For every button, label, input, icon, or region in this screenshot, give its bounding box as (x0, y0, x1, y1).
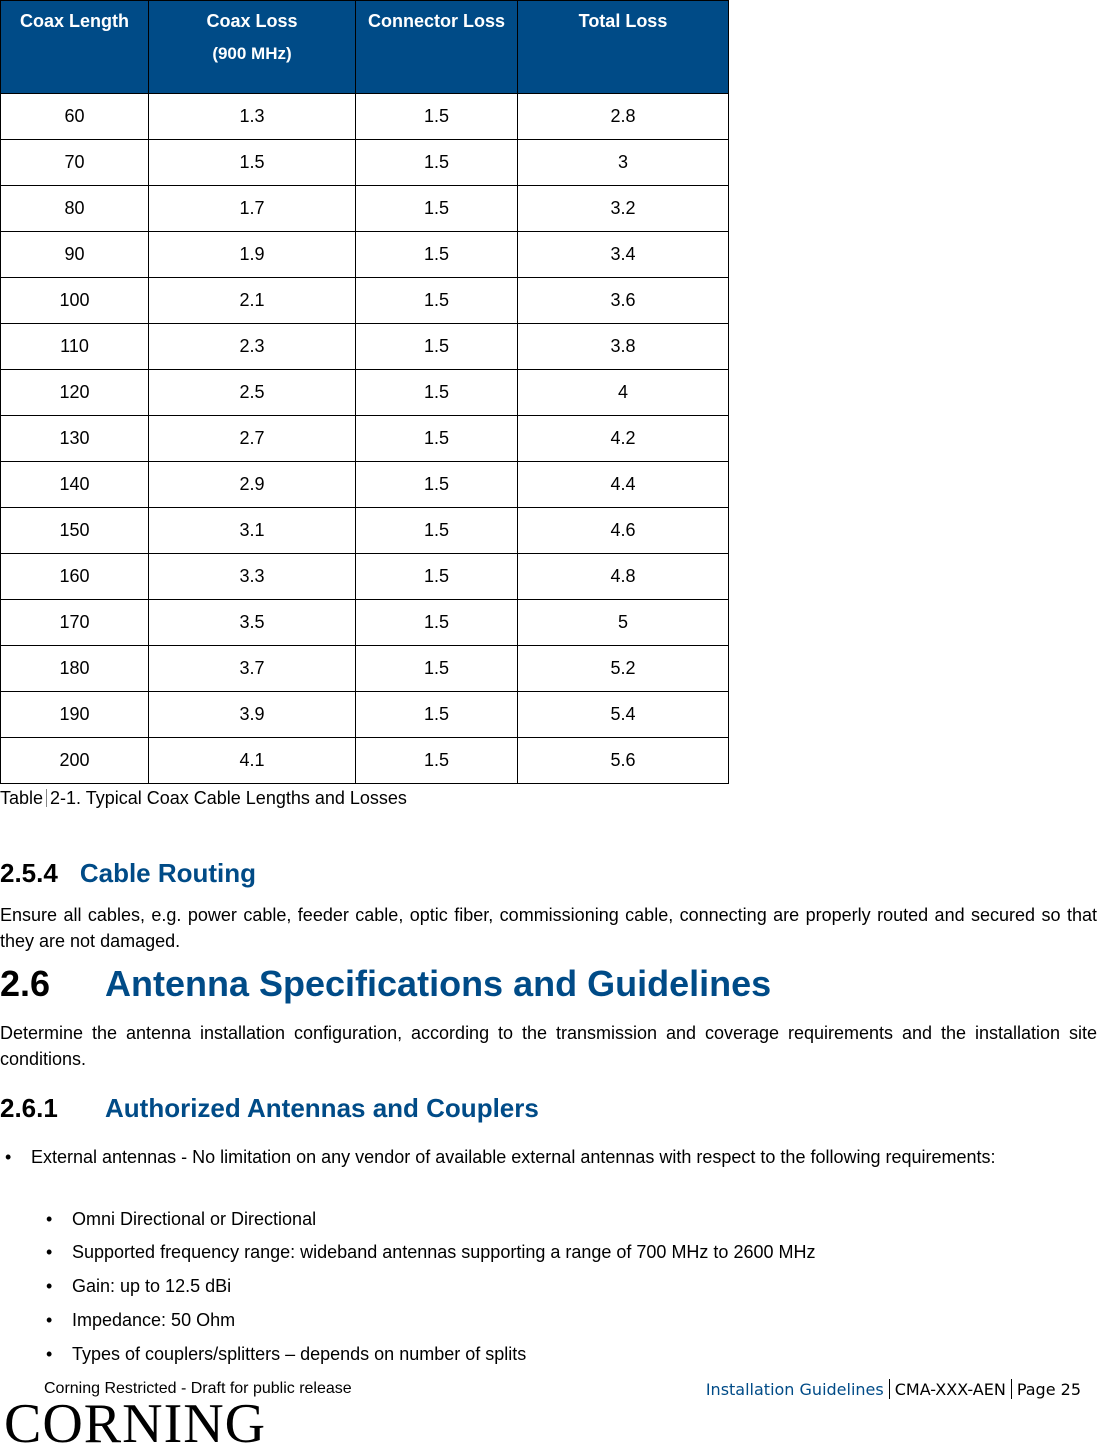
table-row (1, 186, 729, 232)
table-cell: 110 (1, 324, 149, 370)
table-cell: 5 (518, 600, 729, 646)
table-cell: 1.5 (356, 370, 518, 416)
table-cell: 1.5 (356, 646, 518, 692)
footer-doc-info (706, 1379, 1081, 1399)
table-cell: 1.5 (356, 462, 518, 508)
table-cell: 1.5 (149, 140, 356, 186)
table-cell: 1.7 (149, 186, 356, 232)
table-cell: 80 (1, 186, 149, 232)
table-cell: 1.5 (356, 738, 518, 784)
table-cell: 5.4 (518, 692, 729, 738)
table-cell: 3.6 (518, 278, 729, 324)
table-cell: 4.4 (518, 462, 729, 508)
table-cell: 4.1 (149, 738, 356, 784)
table-row (1, 232, 729, 278)
table-cell: 2.3 (149, 324, 356, 370)
table-row (1, 738, 729, 784)
section-2-6-1-heading: 2.6.1 Authorized Antennas and Couplers (0, 1093, 539, 1123)
table-row (1, 554, 729, 600)
table-row (1, 416, 729, 462)
table-cell: 3.1 (149, 508, 356, 554)
footer-doc-section: Installation Guidelines (705, 1380, 884, 1399)
header-coax-loss: Coax Loss (900 MHz) (149, 1, 356, 94)
table-cell: 180 (1, 646, 149, 692)
table-cell: 1.5 (356, 554, 518, 600)
table-row (1, 278, 729, 324)
coax-loss-table (0, 0, 729, 784)
table-cell: 1.3 (149, 94, 356, 140)
bullet-icon: • (46, 1344, 53, 1364)
table-cell: 2.8 (518, 94, 729, 140)
table-cell: 3.8 (518, 324, 729, 370)
bullet-icon: • (46, 1242, 53, 1262)
table-row (1, 140, 729, 186)
list-item: • External antennas - No limitation on any vendor of available external antennas with respect to the following requirements: (31, 1145, 1051, 1170)
table-cell: 1.5 (356, 232, 518, 278)
bullet-icon: • (46, 1209, 53, 1229)
table-cell: 200 (1, 738, 149, 784)
table-cell: 100 (1, 278, 149, 324)
table-cell: 1.5 (356, 416, 518, 462)
table-cell: 4.6 (518, 508, 729, 554)
table-cell: 3.3 (149, 554, 356, 600)
table-cell: 3.9 (149, 692, 356, 738)
table-cell: 130 (1, 416, 149, 462)
footer-page-number: Page 25 (1016, 1380, 1081, 1399)
list-item: • Types of couplers/splitters – depends on number of splits (72, 1342, 526, 1367)
corning-logo: CORNING (4, 1393, 267, 1455)
table-cell: 140 (1, 462, 149, 508)
table-row (1, 646, 729, 692)
table-cell: 1.5 (356, 186, 518, 232)
bullet-icon: • (46, 1310, 53, 1330)
table-cell: 3 (518, 140, 729, 186)
table-cell: 1.9 (149, 232, 356, 278)
table-cell: 3.2 (518, 186, 729, 232)
table-row (1, 324, 729, 370)
table-cell: 4 (518, 370, 729, 416)
table-cell: 1.5 (356, 508, 518, 554)
table-cell: 70 (1, 140, 149, 186)
table-cell: 60 (1, 94, 149, 140)
header-connector-loss: Connector Loss (356, 1, 518, 94)
table-cell: 1.5 (356, 278, 518, 324)
table-cell: 2.1 (149, 278, 356, 324)
table-cell: 5.6 (518, 738, 729, 784)
table-cell: 170 (1, 600, 149, 646)
footer-doc-id: CMA-XXX-AEN (894, 1380, 1006, 1399)
table-header-row (1, 1, 729, 94)
table-row (1, 462, 729, 508)
table-cell: 2.5 (149, 370, 356, 416)
table-cell: 1.5 (356, 324, 518, 370)
section-2-5-4-heading: 2.5.4 Cable Routing (0, 858, 257, 888)
table-cell: 2.9 (149, 462, 356, 508)
list-item: • Supported frequency range: wideband antennas supporting a range of 700 MHz to 2600 MHz (72, 1240, 815, 1265)
table-cell: 90 (1, 232, 149, 278)
table-cell: 150 (1, 508, 149, 554)
antenna-spec-paragraph: Determine the antenna installation configuration, according to the transmission and coverage requirements and the installation site conditions. (0, 1023, 1097, 1069)
table-cell: 5.2 (518, 646, 729, 692)
table-row (1, 370, 729, 416)
bullet-icon: • (5, 1147, 12, 1167)
table-cell: 1.5 (356, 94, 518, 140)
table-cell: 3.4 (518, 232, 729, 278)
table-cell: 1.5 (356, 692, 518, 738)
cable-routing-paragraph: Ensure all cables, e.g. power cable, feeder cable, optic fiber, commissioning cable, connecting are properly routed and secured so that they are not damaged. (0, 905, 1097, 951)
table-cell: 1.5 (356, 600, 518, 646)
footer-restricted-note: Corning Restricted - Draft for public release (44, 1380, 352, 1397)
table-cell: 160 (1, 554, 149, 600)
table-row (1, 508, 729, 554)
header-total-loss: Total Loss (518, 1, 729, 94)
bullet-icon: • (46, 1276, 53, 1296)
list-item: • Impedance: 50 Ohm (72, 1308, 235, 1333)
table-cell: 2.7 (149, 416, 356, 462)
table-row (1, 600, 729, 646)
table-cell: 4.8 (518, 554, 729, 600)
table-cell: 3.5 (149, 600, 356, 646)
header-coax-length: Coax Length (1, 1, 149, 94)
table-row (1, 94, 729, 140)
list-item: • Gain: up to 12.5 dBi (72, 1274, 231, 1299)
list-item: • Omni Directional or Directional (72, 1207, 316, 1232)
table-cell: 3.7 (149, 646, 356, 692)
table-caption: Table 2-1. Typical Coax Cable Lengths and Losses (0, 788, 407, 808)
section-2-6-heading: 2.6 Antenna Specifications and Guidelines (0, 963, 772, 1004)
table-row (1, 692, 729, 738)
table-cell: 1.5 (356, 140, 518, 186)
table-cell: 120 (1, 370, 149, 416)
table-cell: 4.2 (518, 416, 729, 462)
table-cell: 190 (1, 692, 149, 738)
